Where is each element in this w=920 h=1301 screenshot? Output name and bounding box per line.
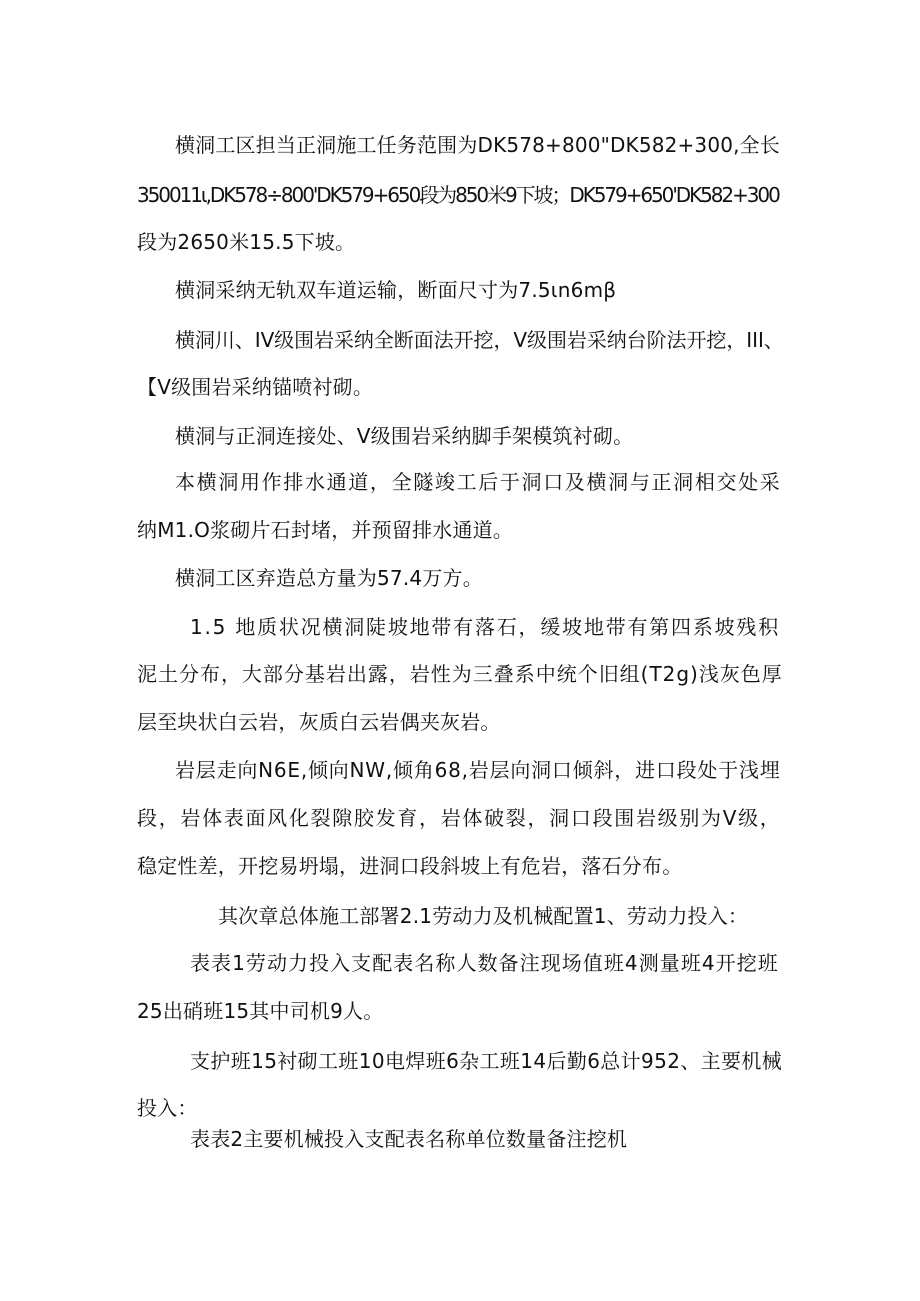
text-line-9: 纳M1.O浆砌片石封堵，并预留排水通道。	[137, 518, 514, 542]
text-line-15: 段，岩体表面风化裂隙胶发育，岩体破裂，洞口段围岩级别为V级，	[137, 806, 782, 830]
text-line-6: 【V级围岩采纳锚喷衬砌。	[137, 375, 374, 399]
text-line-21: 投入：	[137, 1096, 198, 1120]
text-line-10: 横洞工区弃造总方量为57.4万方。	[175, 566, 483, 590]
text-line-5: 横洞川、IV级围岩采纳全断面法开挖，V级围岩采纳台阶法开挖，III、	[175, 328, 784, 352]
text-line-17: 其次章总体施工部署2.1劳动力及机械配置1、劳动力投入：	[218, 904, 749, 928]
text-line-1: 横洞工区担当正洞施工任务范围为DK578+800"DK582+300,全长	[175, 133, 780, 157]
text-line-12: 泥土分布，大部分基岩出露，岩性为三叠系中统个旧组(T2g)浅灰色厚	[137, 662, 783, 686]
text-line-8: 本横洞用作排水通道，全隧竣工后于洞口及横洞与正洞相交处采	[175, 470, 782, 494]
text-line-2: 350011ι,DK578÷800'DK579+650段为850米9下坡；DK579+650'DK582+300	[137, 183, 779, 207]
text-line-22: 表表2主要机械投入支配表名称单位数量备注挖机	[190, 1127, 628, 1151]
text-line-19: 25出硝班15其中司机9人。	[137, 999, 384, 1023]
text-line-20: 支护班15衬砌工班10电焊班6杂工班14后勤6总计952、主要机械	[190, 1049, 783, 1073]
text-line-13: 层至块状白云岩，灰质白云岩偶夹灰岩。	[137, 710, 501, 734]
text-line-14: 岩层走向N6E,倾向NW,倾角68,岩层向洞口倾斜，进口段处于浅埋	[175, 758, 781, 782]
text-line-7: 横洞与正洞连接处、V级围岩采纳脚手架模筑衬砌。	[175, 424, 634, 448]
text-line-4: 横洞采纳无轨双车道运输，断面尺寸为7.5ιn6mβ	[175, 278, 617, 302]
text-line-3: 段为2650米15.5下坡。	[137, 230, 356, 254]
text-line-11: 1.5 地质状况横洞陡坡地带有落石，缓坡地带有第四系坡残积	[190, 615, 780, 639]
text-line-18: 表表1劳动力投入支配表名称人数备注现场值班4测量班4开挖班	[190, 951, 779, 975]
text-line-16: 稳定性差，开挖易坍塌，进洞口段斜坡上有危岩，落石分布。	[137, 854, 683, 878]
